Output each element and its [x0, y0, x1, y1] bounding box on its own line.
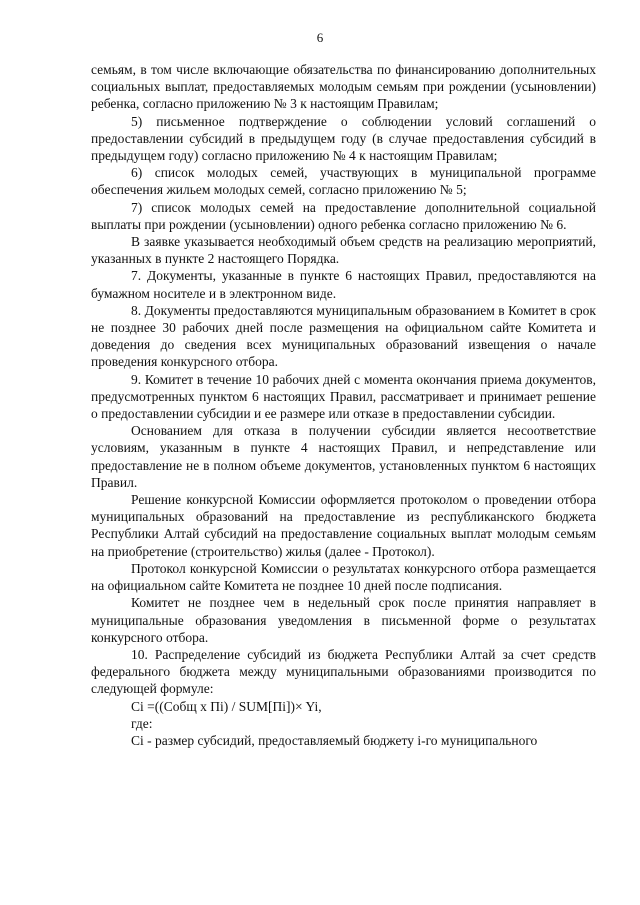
document-body — [91, 61, 596, 749]
paragraph: 7. Документы, указанные в пункте 6 настоящих Правил, предоставляются на бумажном носителе и в электронном виде. — [91, 268, 596, 301]
paragraph: В заявке указывается необходимый объем средств на реализацию мероприятий, указанных в пункте 2 настоящего Порядка. — [91, 234, 596, 267]
paragraph: 8. Документы предоставляются муниципальным образованием в Комитет в срок не позднее 30 рабочих дней после размещения на официальном сайте Комитета и доведения до сведения всех муниципальных образований извещения о начале проведения конкурсного отбора. — [91, 302, 596, 370]
paragraph: 9. Комитет в течение 10 рабочих дней с момента окончания приема документов, предусмотренных пунктом 6 настоящих Правил, рассматривает и принимает решение о предоставлении субсидии и ее размере или отказе в предоставлении субсидии. — [91, 371, 596, 422]
paragraph: Протокол конкурсной Комиссии о результатах конкурсного отбора размещается на официальном сайте Комитета не позднее 10 дней после подписания. — [91, 560, 596, 594]
page-number: 6 — [316, 30, 324, 45]
formula-where: где: — [131, 715, 153, 731]
paragraph: Комитет не позднее чем в недельный срок после принятия направляет в муниципальные образования уведомления в письменной форме о результатах конкурсного отбора. — [91, 595, 596, 645]
paragraph: Основанием для отказа в получении субсидии является несоответствие условиям, указанным в пункте 4 настоящих Правил, и непредставление или предоставление не в полном объеме документов, установленных пунктом 6 настоящих Правил. — [91, 423, 596, 490]
paragraph: Сi - размер субсидий, предоставляемый бюджету i-го муниципального — [131, 732, 538, 748]
paragraph: 10. Распределение субсидий из бюджета Республики Алтай за счет средств федерального бюджета между муниципальными образованиями производится по следующей формуле: — [91, 646, 596, 697]
paragraph: 6) список молодых семей, участвующих в муниципальной программе обеспечения жильем молодых семей, согласно приложению № 5; — [91, 165, 596, 198]
paragraph: Решение конкурсной Комиссии оформляется протоколом о проведении отбора муниципальных образований на предоставление из республиканского бюджета Республики Алтай субсидий на предоставление социальных выплат молодым семьям на приобретение (строительство) жилья (далее - Протокол). — [91, 492, 596, 559]
paragraph: 5) письменное подтверждение о соблюдении условий соглашений о предоставлении субсидий в предыдущем году (в случае предоставления субсидий в предыдущем году) согласно приложению № 4 к настоящим Правилам; — [91, 113, 596, 164]
paragraph: 7) список молодых семей на предоставление дополнительной социальной выплаты при рождении (усыновлении) одного ребенка согласно приложению № 6. — [91, 199, 596, 232]
formula: Сi =((Собщ х Пi) / SUM[Пi])× Yi, — [131, 698, 322, 714]
paragraph: семьям, в том числе включающие обязательства по финансированию дополнительных социальных выплат, предоставляемых молодым семьям при рождении (усыновлении) ребенка, согласно приложению № 3 к настоящим Правилам; — [91, 62, 596, 112]
